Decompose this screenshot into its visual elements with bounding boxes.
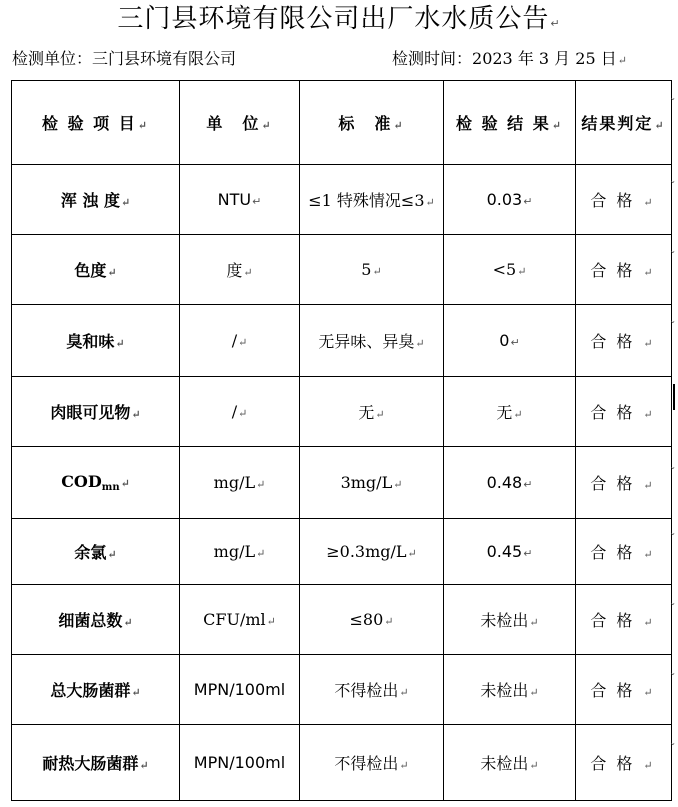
- item-cell: 总大肠菌群↵: [12, 655, 180, 725]
- table-row: [12, 165, 672, 235]
- result-cell: 无↵: [444, 377, 576, 447]
- row-end-mark: ˇ: [670, 466, 676, 479]
- title-text: 三门县环境有限公司出厂水水质公告: [117, 4, 550, 34]
- unit-cell: mg/L↵: [180, 447, 300, 519]
- row-end-mark: ˇ: [670, 250, 676, 263]
- testing-date-label: 检测时间：: [392, 49, 473, 68]
- result-cell: 未检出↵: [444, 655, 576, 725]
- verdict-cell: 合格↵: [576, 585, 672, 655]
- verdict-cell: 合格↵: [576, 655, 672, 725]
- paragraph-mark: ↵: [550, 17, 561, 30]
- table-row: [12, 235, 672, 305]
- testing-unit-label: 检测单位：: [12, 49, 93, 68]
- row-end-mark: ˇ: [670, 97, 676, 110]
- verdict-cell: 合格↵: [576, 165, 672, 235]
- text-cursor: [673, 384, 675, 410]
- header-cell: 检 验 结 果↵: [444, 81, 576, 165]
- table-row: [12, 655, 672, 725]
- water-quality-table: [11, 80, 672, 801]
- unit-cell: /↵: [180, 305, 300, 377]
- table-row: [12, 725, 672, 801]
- item-cell: 耐热大肠菌群↵: [12, 725, 180, 801]
- unit-cell: 度↵: [180, 235, 300, 305]
- standard-cell: ≥0.3mg/L↵: [300, 519, 444, 585]
- header-cell: 标 准↵: [300, 81, 444, 165]
- table-row: [12, 585, 672, 655]
- item-cell: 色度↵: [12, 235, 180, 305]
- header-cell: 检 验 项 目↵: [12, 81, 180, 165]
- table-row: [12, 447, 672, 519]
- item-cell: 臭和味↵: [12, 305, 180, 377]
- unit-cell: MPN/100ml: [180, 655, 300, 725]
- standard-cell: 不得检出↵: [300, 655, 444, 725]
- result-cell: 0.48↵: [444, 447, 576, 519]
- result-cell: 0.03↵: [444, 165, 576, 235]
- verdict-cell: 合格↵: [576, 305, 672, 377]
- standard-cell: 不得检出↵: [300, 725, 444, 801]
- table-row: [12, 377, 672, 447]
- standard-cell: ≤80↵: [300, 585, 444, 655]
- result-cell: 0↵: [444, 305, 576, 377]
- paragraph-mark: ↵: [617, 54, 627, 67]
- item-cell: 浑 浊 度↵: [12, 165, 180, 235]
- unit-cell: MPN/100ml: [180, 725, 300, 801]
- result-cell: 未检出↵: [444, 725, 576, 801]
- header-row: [12, 81, 672, 165]
- verdict-cell: 合格↵: [576, 377, 672, 447]
- result-cell: 未检出↵: [444, 585, 576, 655]
- result-cell: 0.45↵: [444, 519, 576, 585]
- testing-unit-value: 三门县环境有限公司: [92, 49, 237, 68]
- unit-cell: mg/L↵: [180, 519, 300, 585]
- item-cell: $COD_{mn}↵$: [12, 447, 180, 519]
- testing-date: [392, 48, 627, 72]
- standard-cell: 5↵: [300, 235, 444, 305]
- unit-cell: /↵: [180, 377, 300, 447]
- row-end-mark: ˇ: [670, 532, 676, 545]
- header-cell: 结果判定↵: [576, 81, 672, 165]
- row-end-mark: ˇ: [670, 672, 676, 685]
- result-cell: <5↵: [444, 235, 576, 305]
- item-cell: 细菌总数↵: [12, 585, 180, 655]
- standard-cell: 无异味、异臭↵: [300, 305, 444, 377]
- item-cell: 肉眼可见物↵: [12, 377, 180, 447]
- header-cell: 单 位↵: [180, 81, 300, 165]
- testing-unit: [12, 48, 236, 70]
- row-end-mark: ˇ: [670, 742, 676, 755]
- item-cell: 余氯↵: [12, 519, 180, 585]
- row-end-mark: ˇ: [670, 180, 676, 193]
- unit-cell: CFU/ml↵: [180, 585, 300, 655]
- standard-cell: 3mg/L↵: [300, 447, 444, 519]
- standard-cell: ≤1 特殊情况≤3↵: [300, 165, 444, 235]
- standard-cell: 无↵: [300, 377, 444, 447]
- item-subscript: mn: [101, 482, 120, 493]
- verdict-cell: 合格↵: [576, 519, 672, 585]
- verdict-cell: 合格↵: [576, 447, 672, 519]
- table-row: [12, 305, 672, 377]
- row-end-mark: ˇ: [670, 602, 676, 615]
- verdict-cell: 合格↵: [576, 725, 672, 801]
- unit-cell: NTU↵: [180, 165, 300, 235]
- verdict-cell: 合格↵: [576, 235, 672, 305]
- page-title: [0, 2, 678, 41]
- table-row: [12, 519, 672, 585]
- testing-date-value: 2023 年 3 月 25 日: [472, 49, 617, 68]
- row-end-mark: ˇ: [670, 320, 676, 333]
